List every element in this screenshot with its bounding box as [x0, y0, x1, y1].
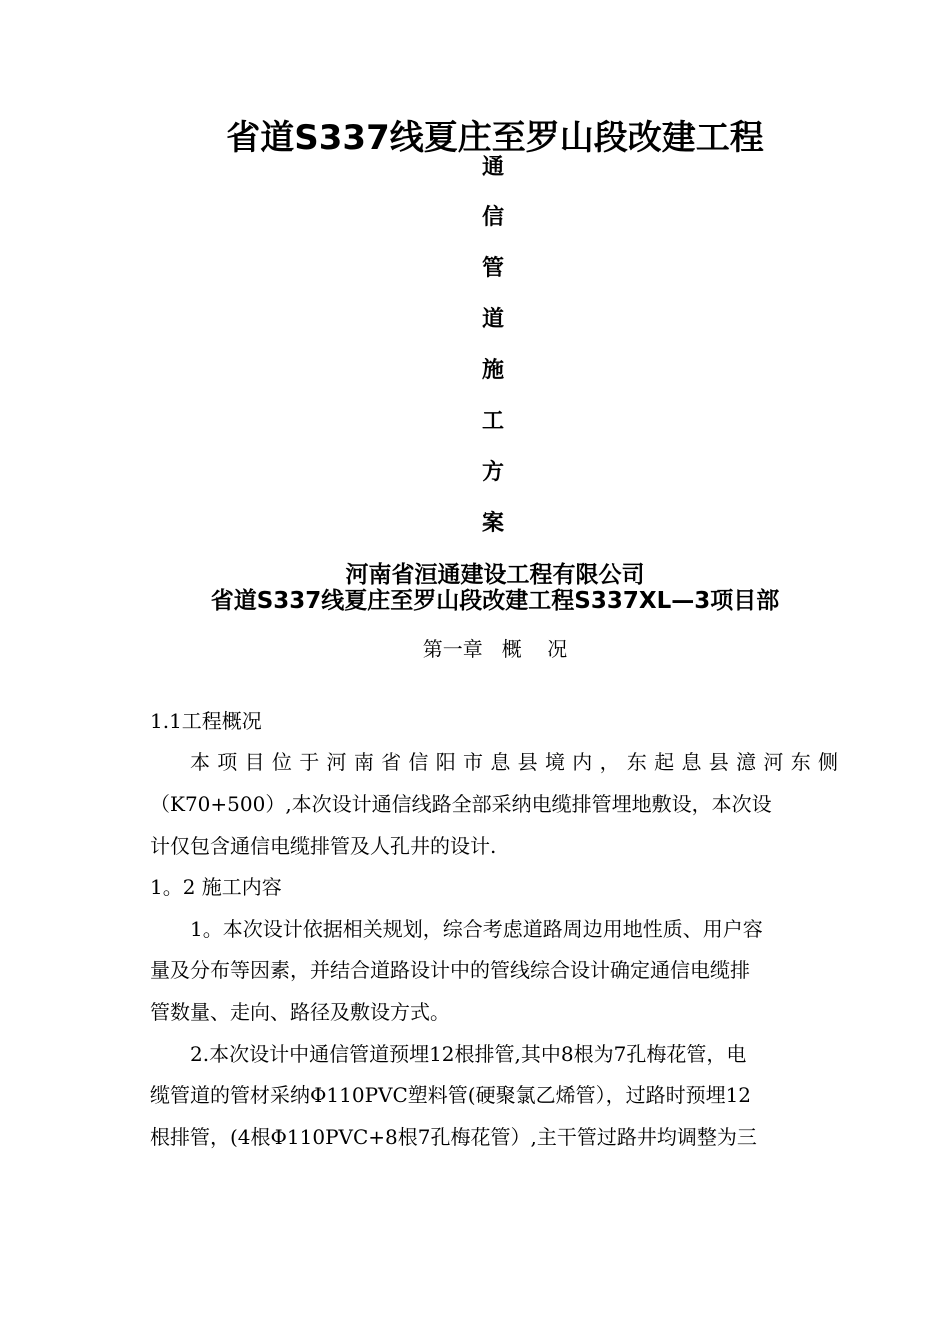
- paragraph-line: 2.本次设计中通信管道预埋12根排管,其中8根为7孔梅花管，电: [190, 1042, 747, 1066]
- paragraph-line: 缆管道的管材采纳Φ110PVC塑料管(硬聚氯乙烯管），过路时预埋12: [150, 1083, 752, 1107]
- paragraph-line: 量及分布等因素，并结合道路设计中的管线综合设计确定通信电缆排: [150, 958, 750, 982]
- chapter-heading: 第一章 概 况: [422, 637, 568, 661]
- paragraph-line: 管数量、走向、路径及敷设方式。: [150, 1000, 450, 1024]
- vertical-title-char: 信: [481, 205, 504, 230]
- vertical-title-char: 施: [481, 358, 504, 383]
- project-department: 省道S337线夏庄至罗山段改建工程S337XL—3项目部: [210, 588, 780, 614]
- section-heading: 1。2 施工内容: [150, 875, 282, 899]
- paragraph-line: 1。本次设计依据相关规划，综合考虑道路周边用地性质、用户容: [190, 917, 763, 941]
- section-heading: 1.1工程概况: [150, 709, 262, 733]
- paragraph-line: 计仅包含通信电缆排管及人孔井的设计.: [150, 834, 497, 858]
- vertical-title-char: 案: [481, 511, 504, 536]
- vertical-title-char: 方: [481, 460, 504, 485]
- vertical-title-char: 道: [481, 307, 504, 332]
- company-name: 河南省洹通建设工程有限公司: [345, 562, 645, 588]
- paragraph-line: （K70+500）,本次设计通信线路全部采纳电缆排管埋地敷设，本次设: [150, 792, 772, 816]
- vertical-title-char: 管: [481, 256, 504, 281]
- vertical-title-char: 通: [481, 155, 504, 180]
- vertical-title-char: 工: [481, 409, 504, 434]
- document-title: 省道S337线夏庄至罗山段改建工程: [226, 118, 764, 158]
- paragraph-line: 本项目位于河南省信阳市息县境内，东起息县澺河东侧: [190, 750, 838, 774]
- paragraph-line: 根排管，(4根Φ110PVC+8根7孔梅花管）,主干管过路井均调整为三: [150, 1125, 757, 1149]
